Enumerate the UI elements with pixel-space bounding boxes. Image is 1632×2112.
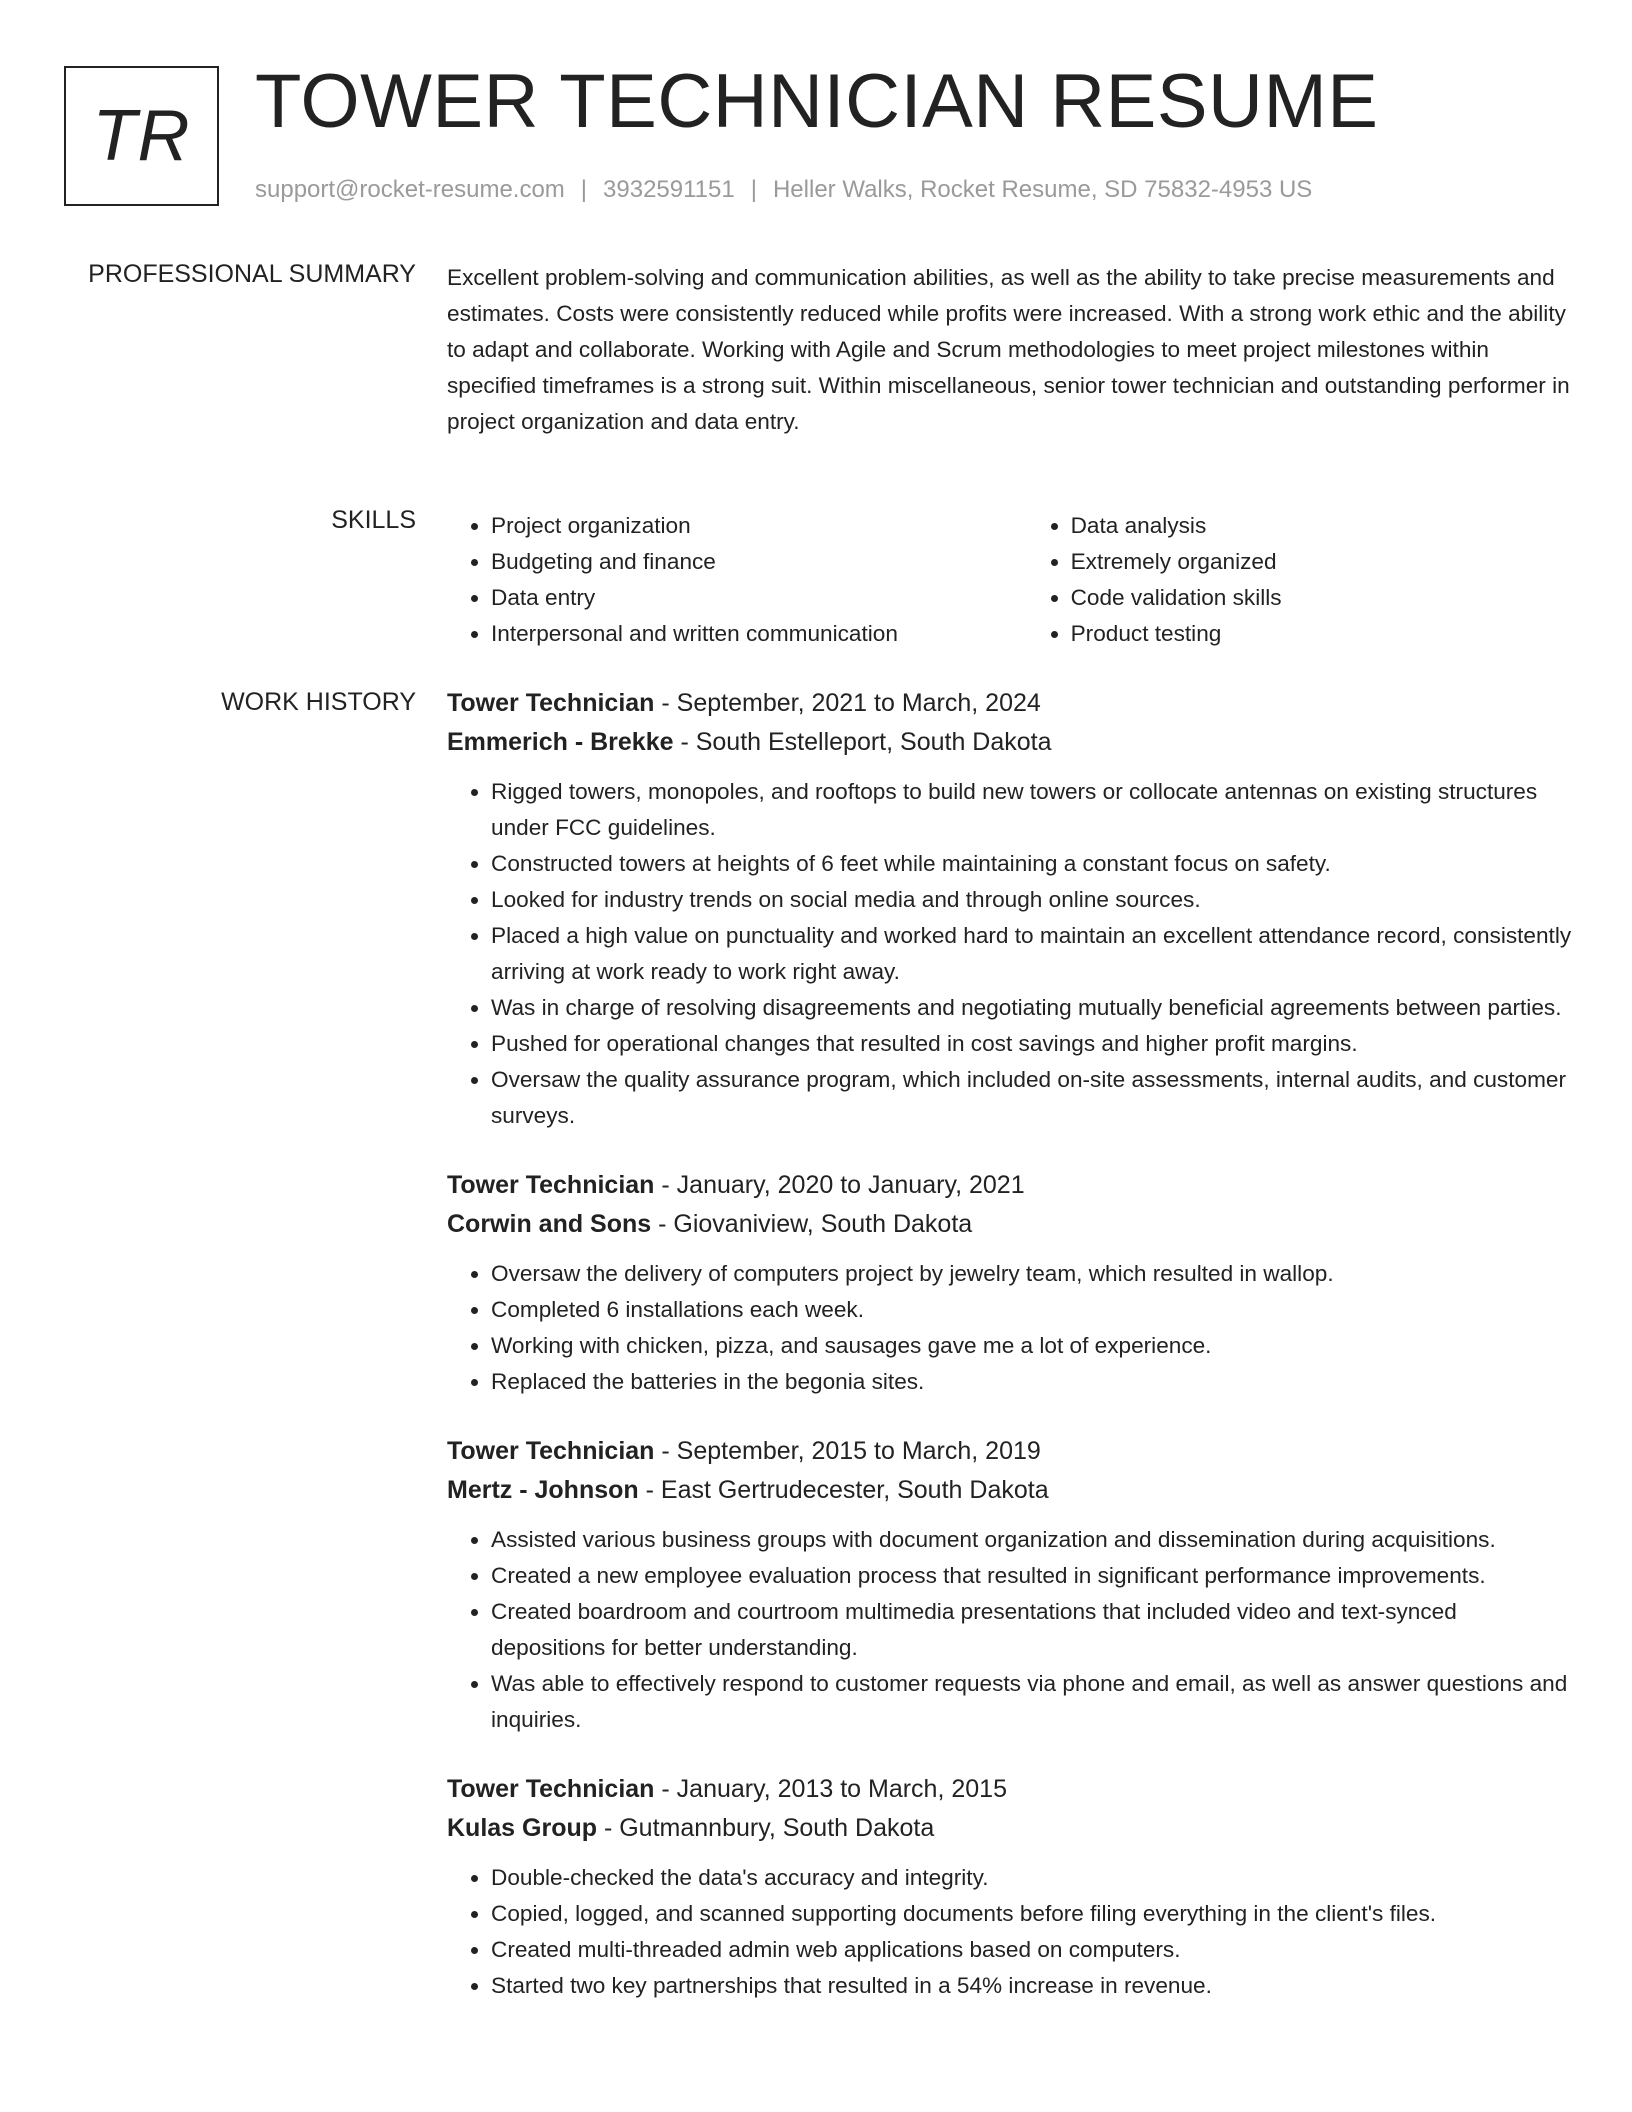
job-dates: - September, 2021 to March, 2024	[654, 689, 1041, 717]
job-entry	[447, 1432, 1577, 1738]
skills-heading: SKILLS	[331, 506, 416, 534]
skill-item: • Extremely organized	[1071, 544, 1577, 580]
skill-item: • Data entry	[491, 580, 1027, 616]
job-company: Mertz - Johnson	[447, 1476, 639, 1504]
job-company-line	[447, 1205, 1577, 1244]
job-dates: - January, 2013 to March, 2015	[654, 1775, 1007, 1803]
job-bullet: • Replaced the batteries in the begonia sites.	[491, 1364, 1577, 1400]
job-bullet: • Was able to effectively respond to customer requests via phone and email, as well as answer questions and inquiries.	[491, 1666, 1577, 1738]
job-location: - Giovaniview, South Dakota	[651, 1210, 973, 1238]
skill-item: • Budgeting and finance	[491, 544, 1027, 580]
job-bullets	[447, 774, 1577, 1134]
skills-column-left	[447, 508, 1027, 652]
job-bullet: • Created multi-threaded admin web applications based on computers.	[491, 1932, 1577, 1968]
contact-line	[255, 176, 1312, 204]
skill-item: • Data analysis	[1071, 508, 1577, 544]
job-title: Tower Technician	[447, 689, 655, 717]
job-bullet: • Rigged towers, monopoles, and rooftops to build new towers or collocate antennas on existing structures under FCC guidelines.	[491, 774, 1577, 846]
job-entry	[447, 684, 1577, 1134]
skill-item: • Project organization	[491, 508, 1027, 544]
job-bullet: • Placed a high value on punctuality and worked hard to maintain an excellent attendance record, consistently arriving at work ready to work right away.	[491, 918, 1577, 990]
job-dates: - January, 2020 to January, 2021	[654, 1171, 1025, 1199]
job-bullet: • Working with chicken, pizza, and sausages gave me a lot of experience.	[491, 1328, 1577, 1364]
job-bullets	[447, 1860, 1577, 2004]
job-title-line	[447, 1432, 1577, 1471]
job-bullet: • Oversaw the delivery of computers project by jewelry team, which resulted in wallop.	[491, 1256, 1577, 1292]
resume-title: TOWER TECHNICIAN RESUME	[255, 59, 1379, 144]
job-title: Tower Technician	[447, 1171, 655, 1199]
skill-item: • Product testing	[1071, 616, 1577, 652]
monogram-logo: TR	[64, 66, 219, 206]
job-title-line	[447, 684, 1577, 723]
summary-text: Excellent problem-solving and communication abilities, as well as the ability to take precise measurements and estimates. Costs were consistently reduced while profits were increased. With a strong work ethic and the ability to adapt and collaborate. Working with Agile and Scrum methodologies to meet project milestones within specified timeframes is a strong suit. Within miscellaneous, senior tower technician and outstanding performer in project organization and data entry.	[447, 265, 1570, 434]
job-title-line	[447, 1166, 1577, 1205]
job-bullet: • Was in charge of resolving disagreements and negotiating mutually beneficial agreements between parties.	[491, 990, 1577, 1026]
skills-list	[447, 508, 1577, 652]
job-bullet: • Started two key partnerships that resulted in a 54% increase in revenue.	[491, 1968, 1577, 2004]
contact-phone[interactable]: 3932591151	[603, 176, 735, 203]
skills-column-right	[1027, 508, 1577, 652]
job-bullet: • Completed 6 installations each week.	[491, 1292, 1577, 1328]
job-location: - South Estelleport, South Dakota	[673, 728, 1052, 756]
job-company-line	[447, 1471, 1577, 1510]
job-bullet: • Pushed for operational changes that resulted in cost savings and higher profit margins.	[491, 1026, 1577, 1062]
job-bullet: • Created a new employee evaluation process that resulted in significant performance improvements.	[491, 1558, 1577, 1594]
contact-separator: |	[580, 176, 588, 203]
job-company-line	[447, 1809, 1577, 1848]
job-entry	[447, 1166, 1577, 1400]
job-dates: - September, 2015 to March, 2019	[654, 1437, 1041, 1465]
job-company: Corwin and Sons	[447, 1210, 652, 1238]
contact-email[interactable]: support@rocket-resume.com	[255, 176, 565, 203]
job-bullet: • Oversaw the quality assurance program, which included on-site assessments, internal audits, and customer surveys.	[491, 1062, 1577, 1134]
job-bullet: • Double-checked the data's accuracy and integrity.	[491, 1860, 1577, 1896]
job-bullet: • Looked for industry trends on social media and through online sources.	[491, 882, 1577, 918]
job-bullet: • Assisted various business groups with document organization and dissemination during acquisitions.	[491, 1522, 1577, 1558]
contact-separator: |	[750, 176, 757, 203]
job-company: Kulas Group	[447, 1814, 598, 1842]
job-bullet: • Constructed towers at heights of 6 feet while maintaining a constant focus on safety.	[491, 846, 1577, 882]
work-history-heading: WORK HISTORY	[221, 688, 416, 716]
contact-address: Heller Walks, Rocket Resume, SD 75832-4953 US	[772, 176, 1313, 203]
skill-item: • Code validation skills	[1071, 580, 1577, 616]
job-company: Emmerich - Brekke	[447, 728, 674, 756]
skill-item: • Interpersonal and written communication	[491, 616, 1027, 652]
job-location: - Gutmannbury, South Dakota	[597, 1814, 935, 1842]
work-history	[447, 684, 1577, 2036]
job-bullet: • Copied, logged, and scanned supporting documents before filing everything in the client's files.	[491, 1896, 1577, 1932]
job-title-line	[447, 1770, 1577, 1809]
job-bullets	[447, 1256, 1577, 1400]
job-company-line	[447, 723, 1577, 762]
job-bullet: • Created boardroom and courtroom multimedia presentations that included video and text-synced depositions for better understanding.	[491, 1594, 1577, 1666]
job-title: Tower Technician	[447, 1437, 655, 1465]
job-location: - East Gertrudecester, South Dakota	[638, 1476, 1049, 1504]
job-title: Tower Technician	[447, 1775, 655, 1803]
job-bullets	[447, 1522, 1577, 1738]
job-entry	[447, 1770, 1577, 2004]
summary-heading: PROFESSIONAL SUMMARY	[88, 260, 416, 288]
